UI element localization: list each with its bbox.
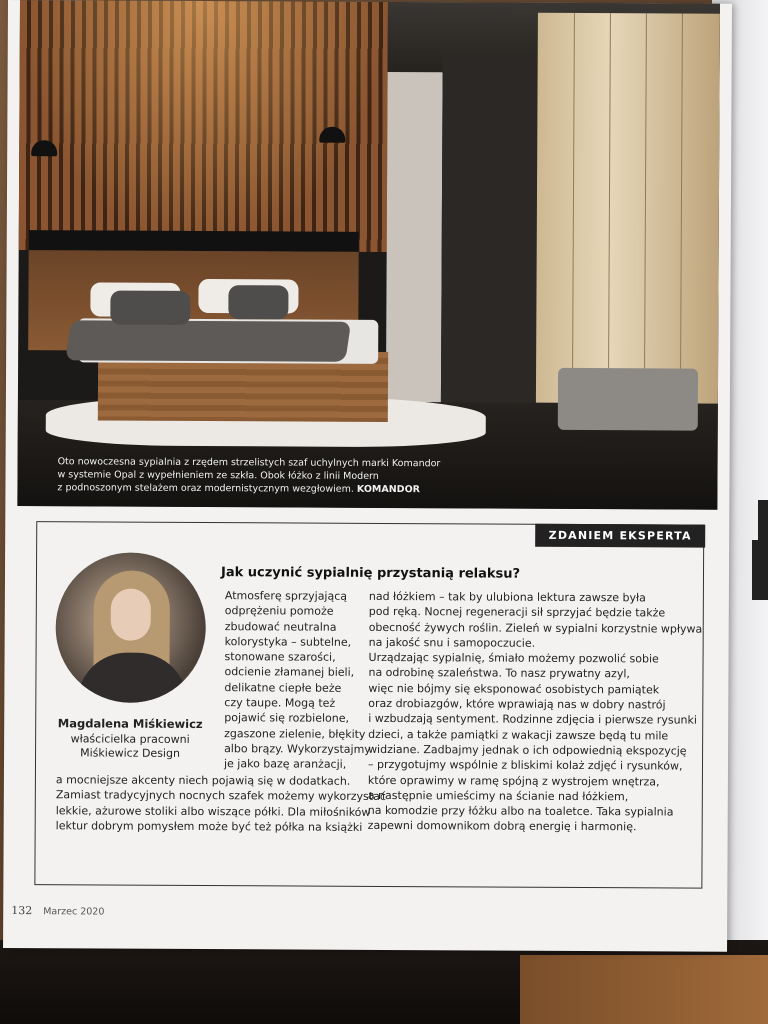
- column-2: nad łóżkiem – tak by ulubiona lektura zawsze była pod ręką. Nocnej regeneracji sił sprzyjać będzie także obecność żywych roślin. Zieleń w sypialni korzystnie wpływa na jakość snu i samopoczucie. Urządzając sypialnię, śmiało możemy pozwolić sobie na odrobinę szaleństwa. To nasz prywatny azyl, więc nie bójmy się eksponować osobistych pamiątek oraz drobiazgów, które wprawiają nas w dobry nastrój i wzbudzają sentyment. Rodzinne zdjęcia i pierwsze rysunki dzieci, a także pamiątki z wakacji zawsze będą tu mile widziane. Zadbajmy jednak o ich odpowiednią ekspozycję – przygotujmy wspólnie z bliskimi kolaż zdjęć i rysunków, które oprawimy w ramę spójną z wystrojem wnętrza, a następnie umieścimy na ścianie nad łóżkiem, na komodzie przy łóżku albo na toaletce. Taka sypialnia zapewni domownikom dobrą energię i harmonię.: [367, 589, 703, 834]
- bedroom-photo: [17, 0, 720, 510]
- author-role: właścicielka pracowni Miśkiewicz Design: [70, 732, 190, 760]
- magazine-page: [3, 0, 732, 952]
- caption-line: z podnoszonym stelażem oraz modernistycznym wezgłowiem.: [57, 482, 354, 495]
- page-number: 132: [11, 904, 33, 918]
- column-1-narrow: Atmosferę sprzyjającą odprężeniu pomoże zbudować neutralna kolorystyka – subtelne, stonowane szarości, odcienie złamanej bieli, delikatne ciepłe beże czy taupe. Mogą też pojawić się rozbielone, zgaszone zielenie, błękity albo brązy. Wykorzystajmy je jako bazę aranżacji,: [223, 589, 371, 772]
- wood-surface: [520, 955, 768, 1024]
- photo-caption: [57, 455, 537, 497]
- author-portrait: [55, 552, 206, 703]
- column-1-wide: a mocniejsze akcenty niech pojawią się w dodatkach. Zamiast tradycyjnych nocnych szafek możemy wykorzystać lekkie, ażurowe stoliki albo wiszące półki. Dla miłośników lektur dobrym pomysłem może być też półka na książki: [55, 773, 386, 834]
- section-tag: ZDANIEM EKSPERTA: [535, 524, 705, 548]
- caption-line: Oto nowoczesna sypialnia z rzędem strzelistych szaf uchylnych marki Komandor: [57, 456, 441, 470]
- caption-brand: KOMANDOR: [356, 483, 421, 496]
- author-name: Magdalena Miśkiewicz: [57, 716, 203, 732]
- article-headline: Jak uczynić sypialnię przystanią relaksu?: [220, 565, 521, 582]
- issue-date: Marzec 2020: [43, 906, 105, 918]
- caption-line: w systemie Opal z wypełnieniem ze szkła. Obok łóżko z linii Modern: [57, 469, 379, 482]
